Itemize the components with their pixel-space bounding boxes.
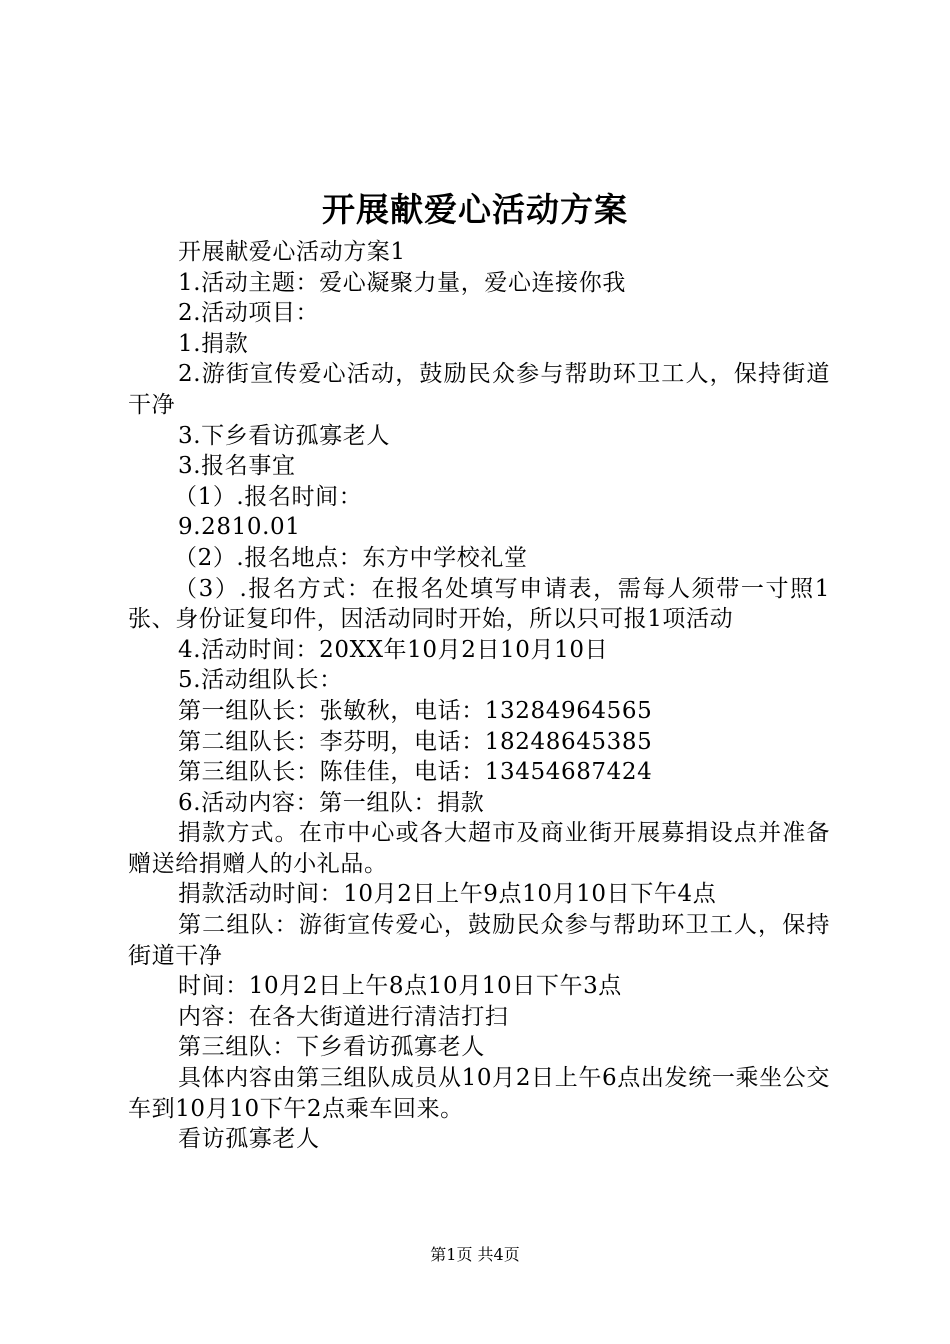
paragraph: 9.2810.01: [178, 514, 301, 541]
paragraph: 1.捐款: [178, 330, 249, 357]
paragraph: （1）.报名时间：: [174, 483, 363, 510]
paragraph: 捐款方式。在市中心或各大超市及商业街开展募捐设点并准备赠送给捐赠人的小礼品。: [128, 820, 830, 877]
paragraph: 4.活动时间：20XX年10月2日10月10日: [178, 636, 609, 663]
paragraph: 内容：在各大街道进行清洁打扫: [178, 1003, 509, 1030]
document-title: 开展献爱心活动方案: [322, 190, 628, 229]
paragraph: 3.下乡看访孤寡老人: [178, 422, 390, 449]
paragraph: （3）.报名方式：在报名处填写申请表，需每人须带一寸照1张、身份证复印件，因活动同时开始，所以只可报1项活动: [128, 575, 830, 633]
paragraph: 第三组队：下乡看访孤寡老人: [178, 1034, 485, 1061]
paragraph: 1.活动主题：爱心凝聚力量，爱心连接你我: [178, 269, 626, 296]
paragraph: （2）.报名地点：东方中学校礼堂: [174, 544, 528, 571]
page-number-footer: 第1页 共4页: [430, 1245, 520, 1264]
paragraph: 第一组队长：张敏秋，电话：13284964565: [178, 697, 653, 724]
paragraph: 时间：10月2日上午8点10月10日下午3点: [178, 973, 622, 1000]
paragraph: 5.活动组队长：: [178, 667, 343, 694]
paragraph: 2.活动项目：: [178, 300, 320, 327]
paragraph: 3.报名事宜: [178, 453, 296, 480]
paragraph: 第二组队：游街宣传爱心，鼓励民众参与帮助环卫工人，保持街道干净: [128, 912, 830, 969]
paragraph: 捐款活动时间：10月2日上午9点10月10日下午4点: [178, 881, 717, 908]
paragraph: 2.游街宣传爱心活动，鼓励民众参与帮助环卫工人，保持街道干净: [128, 361, 830, 418]
document-body: [128, 237, 830, 1155]
paragraph: 看访孤寡老人: [178, 1126, 320, 1153]
paragraph: 第二组队长：李芬明，电话：18248645385: [178, 728, 653, 755]
paragraph: 开展献爱心活动方案1: [178, 239, 406, 265]
paragraph: 第三组队长：陈佳佳，电话：13454687424: [178, 759, 653, 786]
paragraph: 6.活动内容：第一组队：捐款: [178, 789, 485, 816]
paragraph: 具体内容由第三组队成员从10月2日上午6点出发统一乘坐公交车到10月10下午2点乘车回来。: [128, 1065, 830, 1122]
